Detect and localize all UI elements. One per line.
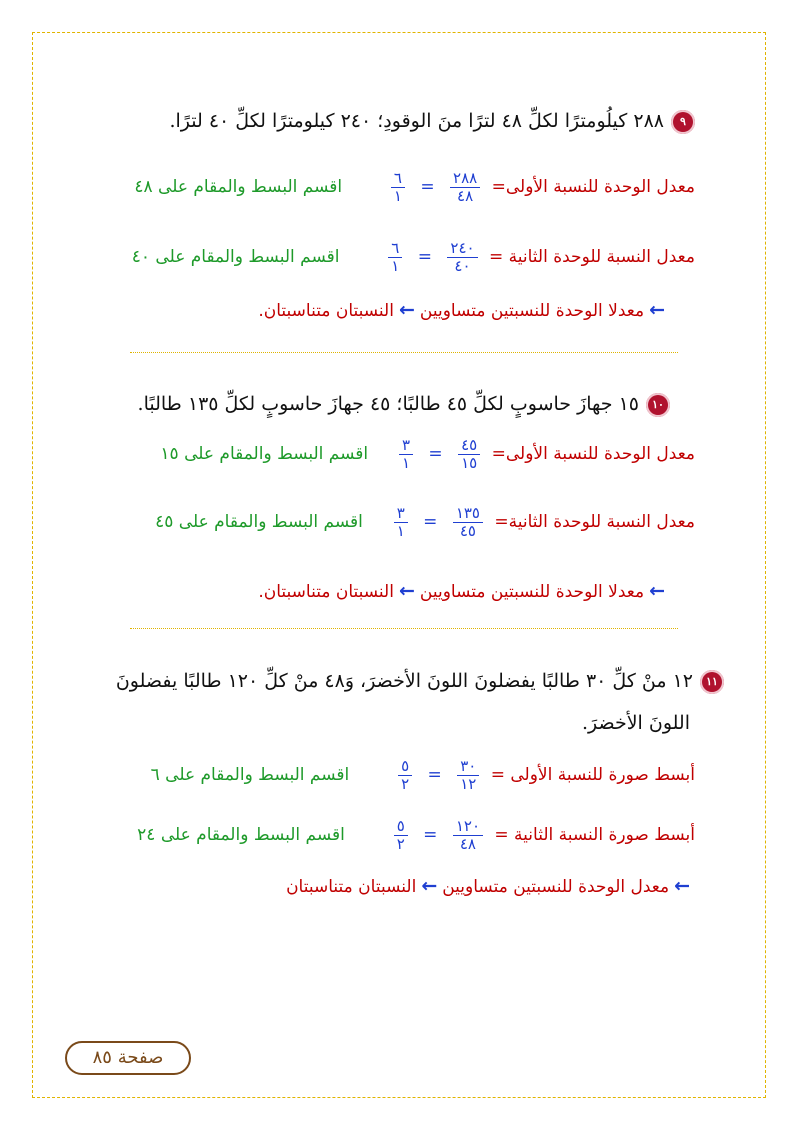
problem-9-question [169,110,695,134]
fraction [394,818,408,852]
step-note: اقسم البسط والمقام على ٤٨ [134,177,343,197]
fraction [398,758,412,792]
section-divider [130,628,678,629]
fraction [391,170,405,204]
arrow-left-icon: ← [398,580,415,602]
denominator: ٤٨ [457,186,474,205]
conclusion-text: معدلا الوحدة للنسبتين متساويين [419,582,645,602]
problem-10-line-1 [160,437,695,471]
fraction [394,505,408,539]
page-number: صفحة ٨٥ [65,1041,191,1075]
problem-9-line-1 [134,170,695,204]
question-text: ١٥ جهازَ حاسوبٍ لكلِّ ٤٥ طالبًا؛ ٤٥ جهازَ حاسوبٍ لكلِّ ١٣٥ طالبًا. [137,393,639,415]
denominator: ٤٨ [459,834,476,853]
numerator: ٦ [388,240,402,258]
step-label: أبسط صورة النسبة الثانية = [494,825,695,845]
conclusion-result: النسبتان متناسبتان [286,877,417,897]
step-label: معدل النسبة للوحدة الثانية = [488,247,695,267]
denominator: ٢ [396,834,405,853]
equals-sign: = [427,765,442,785]
arrow-left-icon: ← [649,299,665,321]
fraction [453,818,483,852]
numerator: ٤٥ [458,437,480,455]
numerator: ٣ [399,437,413,455]
problem-10-conclusion [258,580,670,602]
conclusion-text: معدلا الوحدة للنسبتين متساويين [419,301,645,321]
conclusion-result: النسبتان متناسبتان. [258,301,394,321]
numerator: ٣ [394,505,408,523]
problem-11-line-1 [151,758,695,792]
fraction [457,758,479,792]
denominator: ١ [391,256,400,275]
step-note: اقسم البسط والمقام على ٤٥ [155,512,363,532]
step-label: معدل الوحدة للنسبة الأولى= [491,444,695,464]
denominator: ٤٥ [459,521,476,540]
arrow-left-icon: ← [421,875,438,897]
numerator: ١٢٠ [453,818,483,836]
denominator: ٤٠ [454,256,471,275]
fraction [388,240,402,274]
section-divider [130,352,678,353]
problem-number-badge: ١٠ [646,393,670,417]
denominator: ١٥ [461,453,478,472]
equals-sign: = [417,247,432,267]
step-note: اقسم البسط والمقام على ٢٤ [137,825,345,845]
numerator: ٢٨٨ [450,170,480,188]
numerator: ٥ [394,818,408,836]
numerator: ٥ [398,758,412,776]
fraction [450,170,480,204]
equals-sign: = [423,825,438,845]
equals-sign: = [423,512,438,532]
problem-9-conclusion [258,299,670,321]
arrow-left-icon: ← [674,875,690,897]
step-note: اقسم البسط والمقام على ٦ [150,765,350,785]
problem-11-question-line-1 [116,670,724,694]
arrow-left-icon: ← [649,580,665,602]
problem-number-badge: ٩ [671,110,695,134]
denominator: ١ [396,521,405,540]
denominator: ١ [393,186,402,205]
step-note: اقسم البسط والمقام على ١٥ [160,444,369,464]
step-note: اقسم البسط والمقام على ٤٠ [131,247,340,267]
problem-11-conclusion [286,875,695,897]
step-label: معدل النسبة للوحدة الثانية= [494,512,695,532]
problem-number-badge: ١١ [700,670,724,694]
numerator: ٦ [391,170,405,188]
fraction [458,437,480,471]
problem-9-line-2 [132,240,695,274]
equals-sign: = [428,444,443,464]
conclusion-text: معدل الوحدة للنسبتين متساويين [442,877,670,897]
problem-11-line-2 [137,818,695,852]
denominator: ١ [401,453,411,472]
problem-10-question [138,393,670,417]
fraction [447,240,477,274]
denominator: ١٢ [460,774,477,793]
step-label: معدل الوحدة للنسبة الأولى= [491,177,695,197]
problem-10-line-2 [155,505,695,539]
question-text: اللونَ الأخضرَ. [581,712,690,734]
fraction [399,437,413,471]
denominator: ٢ [401,774,410,793]
arrow-left-icon: ← [398,299,415,321]
conclusion-result: النسبتان متناسبتان. [258,582,394,602]
numerator: ٣٠ [457,758,479,776]
numerator: ٢٤٠ [447,240,477,258]
question-text: ٢٨٨ كيلُومترًا لكلِّ ٤٨ لترًا منَ الوقودِ؛ ٢٤٠ كيلومترًا لكلِّ ٤٠ لترًا. [169,110,664,132]
problem-11-question-line-2 [582,712,690,734]
step-label: أبسط صورة للنسبة الأولى = [490,765,695,785]
numerator: ١٣٥ [453,505,483,523]
fraction [453,505,483,539]
question-text: ١٢ منْ كلِّ ٣٠ طالبًا يفضلونَ اللونَ الأخضرَ، وَ٤٨ منْ كلِّ ١٢٠ طالبًا يفضلونَ [115,670,693,692]
equals-sign: = [420,177,435,197]
